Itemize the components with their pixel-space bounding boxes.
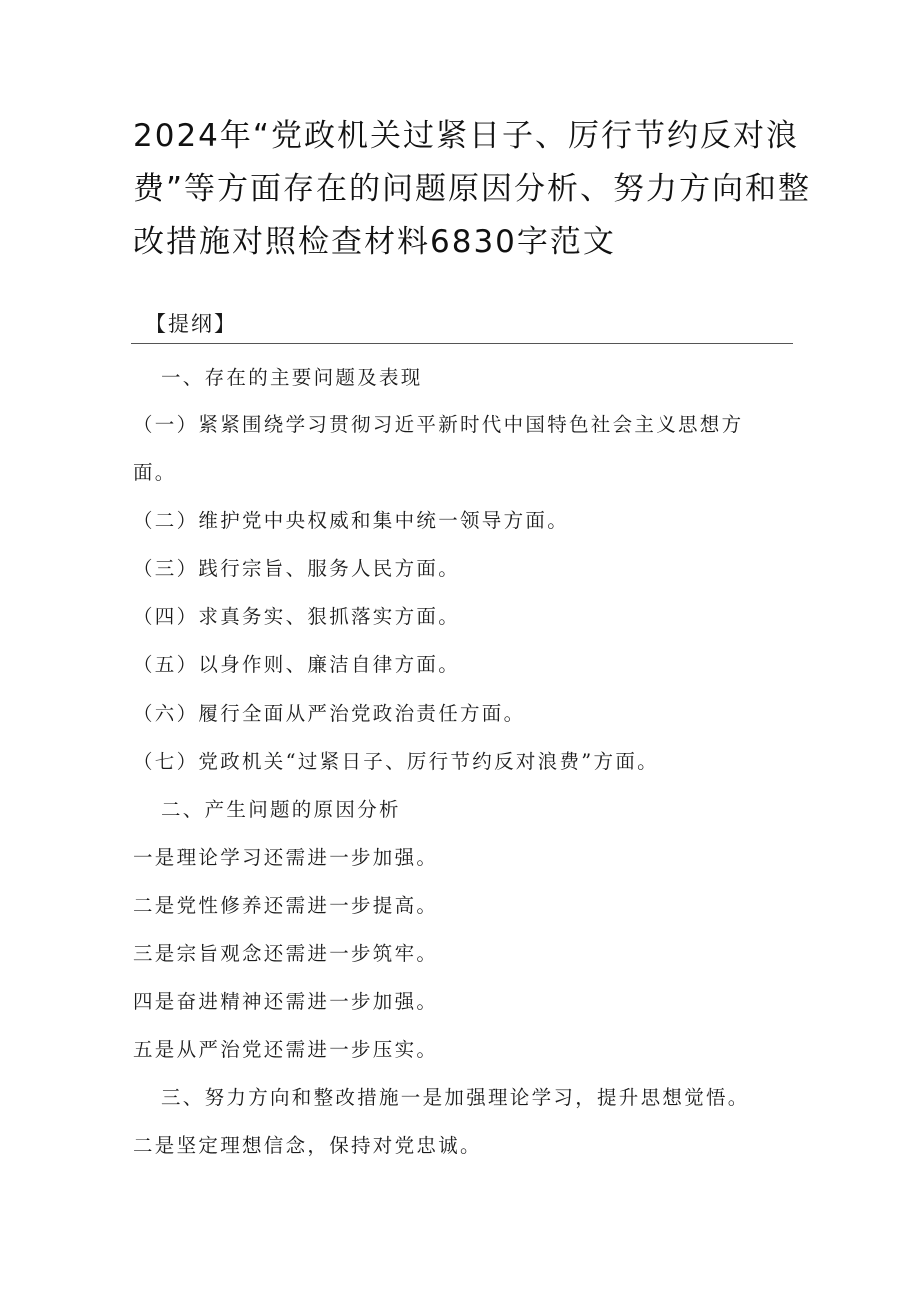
- section-heading-measures: 三、努力方向和整改措施一是加强理论学习，提升思想觉悟。: [161, 1086, 750, 1109]
- list-item: （六）履行全面从严治党政治责任方面。: [133, 702, 526, 725]
- list-item: （三）践行宗旨、服务人民方面。: [133, 557, 461, 580]
- list-item: （二）维护党中央权威和集中统一领导方面。: [133, 509, 570, 532]
- list-item: （七）党政机关“过紧日子、厉行节约反对浪费”方面。: [133, 750, 659, 773]
- section-heading-problems: 一、存在的主要问题及表现: [161, 366, 423, 389]
- list-item: 五是从严治党还需进一步压实。: [133, 1038, 439, 1061]
- list-item: （四）求真务实、狠抓落实方面。: [133, 605, 461, 628]
- list-item-continuation: 面。: [133, 461, 177, 484]
- section-heading-causes: 二、产生问题的原因分析: [161, 798, 401, 821]
- list-item: （五）以身作则、廉洁自律方面。: [133, 653, 461, 676]
- list-item: 二是党性修养还需进一步提高。: [133, 894, 439, 917]
- list-item: 四是奋进精神还需进一步加强。: [133, 990, 439, 1013]
- list-item: 三是宗旨观念还需进一步筑牢。: [133, 942, 439, 965]
- outline-divider: [131, 343, 793, 344]
- list-item: （一）紧紧围绕学习贯彻习近平新时代中国特色社会主义思想方: [133, 413, 744, 436]
- list-item: 二是坚定理想信念，保持对党忠诚。: [133, 1134, 482, 1157]
- list-item: 一是理论学习还需进一步加强。: [133, 846, 439, 869]
- document-title: 2024年“党政机关过紧日子、厉行节约反对浪费”等方面存在的问题原因分析、努力方向和整改措施对照检查材料6830字范文: [133, 118, 812, 260]
- outline-label: 【提纲】: [145, 312, 237, 336]
